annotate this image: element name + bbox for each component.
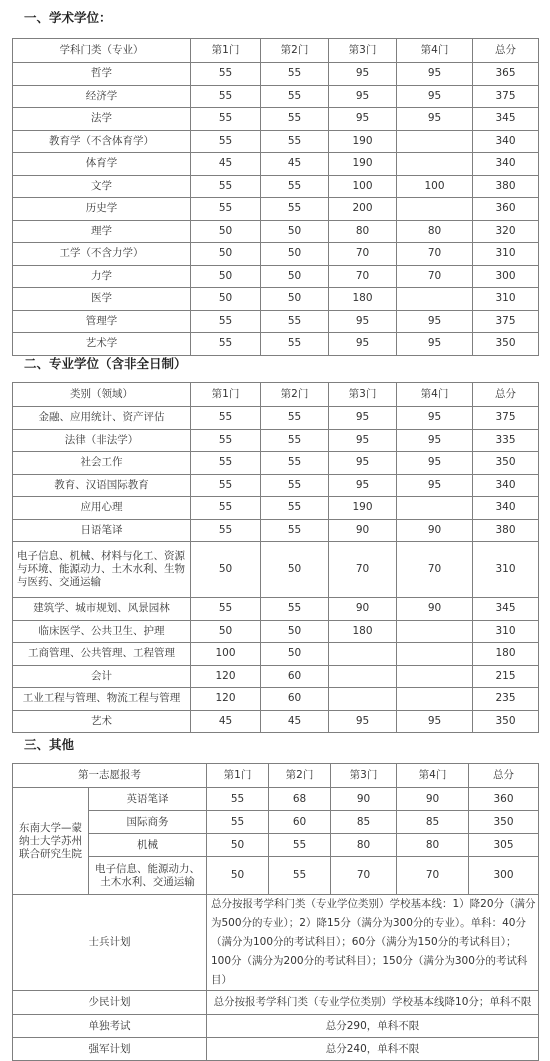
row-score [397, 643, 473, 666]
row-score: 100 [329, 175, 397, 198]
row-total: 365 [473, 63, 539, 86]
row-score: 50 [191, 620, 261, 643]
table-row [13, 857, 539, 895]
row-score: 120 [191, 688, 261, 711]
row-category: 英语笔译 [89, 788, 207, 811]
professional-degree-table [12, 382, 539, 733]
row-score: 90 [329, 519, 397, 542]
row-category: 艺术 [13, 710, 191, 733]
row-total: 300 [473, 265, 539, 288]
header-cell: 第3门 [329, 383, 397, 407]
table-row [13, 643, 539, 666]
row-score: 55 [191, 63, 261, 86]
row-total: 310 [473, 542, 539, 598]
row-score: 70 [331, 857, 397, 895]
row-category: 工商管理、公共管理、工程管理 [13, 643, 191, 666]
row-score: 50 [191, 542, 261, 598]
row-score: 120 [191, 665, 261, 688]
row-score: 70 [329, 243, 397, 266]
table-row [13, 108, 539, 131]
row-score: 80 [329, 220, 397, 243]
header-cell: 第1门 [191, 39, 261, 63]
row-score: 55 [191, 452, 261, 475]
row-score: 70 [329, 265, 397, 288]
table-row [13, 220, 539, 243]
row-total: 310 [473, 243, 539, 266]
row-score: 190 [329, 497, 397, 520]
row-score: 85 [331, 811, 397, 834]
row-score: 60 [269, 811, 331, 834]
row-category: 经济学 [13, 85, 191, 108]
row-score: 55 [261, 333, 329, 356]
row-score: 95 [329, 63, 397, 86]
row-score: 55 [261, 175, 329, 198]
row-score: 80 [331, 834, 397, 857]
row-score: 70 [397, 265, 473, 288]
row-total: 335 [473, 429, 539, 452]
row-score: 55 [207, 811, 269, 834]
table-row [13, 130, 539, 153]
row-score: 190 [329, 153, 397, 176]
row-score: 55 [191, 519, 261, 542]
row-total: 340 [473, 497, 539, 520]
row-total: 305 [469, 834, 539, 857]
row-score: 55 [261, 198, 329, 221]
row-total: 345 [473, 108, 539, 131]
row-category: 力学 [13, 265, 191, 288]
row-score: 90 [331, 788, 397, 811]
row-score: 68 [269, 788, 331, 811]
table-row [13, 834, 539, 857]
row-category: 临床医学、公共卫生、护理 [13, 620, 191, 643]
row-score: 50 [261, 265, 329, 288]
header-cell: 第4门 [397, 39, 473, 63]
row-score: 70 [397, 542, 473, 598]
row-score: 55 [269, 834, 331, 857]
row-score: 50 [261, 643, 329, 666]
row-score: 60 [261, 665, 329, 688]
table-row [13, 310, 539, 333]
row-score: 55 [261, 452, 329, 475]
row-category: 金融、应用统计、资产评估 [13, 407, 191, 430]
table-row [13, 198, 539, 221]
note-label: 士兵计划 [13, 895, 207, 991]
row-score: 55 [261, 519, 329, 542]
row-score: 55 [191, 130, 261, 153]
row-category: 工业工程与管理、物流工程与管理 [13, 688, 191, 711]
row-total: 180 [473, 643, 539, 666]
row-score: 95 [397, 710, 473, 733]
note-text: 总分240，单科不限 [207, 1038, 539, 1061]
row-category: 工学（不含力学） [13, 243, 191, 266]
row-score: 70 [329, 542, 397, 598]
row-total: 360 [469, 788, 539, 811]
row-score: 100 [191, 643, 261, 666]
header-cell: 第4门 [397, 383, 473, 407]
note-label: 少民计划 [13, 991, 207, 1015]
row-score: 55 [261, 63, 329, 86]
row-score: 50 [207, 857, 269, 895]
row-category: 电子信息、机械、材料与化工、资源与环境、能源动力、土木水利、生物与医药、交通运输 [13, 542, 191, 598]
note-row [13, 1015, 539, 1038]
row-score: 180 [329, 620, 397, 643]
row-category: 文学 [13, 175, 191, 198]
table-row [13, 598, 539, 621]
row-category: 体育学 [13, 153, 191, 176]
row-score [329, 688, 397, 711]
table-header-row [13, 39, 539, 63]
row-category: 机械 [89, 834, 207, 857]
row-category: 建筑学、城市规划、风景园林 [13, 598, 191, 621]
row-score: 50 [191, 220, 261, 243]
row-score: 55 [261, 407, 329, 430]
row-score: 45 [261, 153, 329, 176]
row-category: 电子信息、能源动力、土木水利、交通运输 [89, 857, 207, 895]
row-score: 190 [329, 130, 397, 153]
row-score: 55 [191, 497, 261, 520]
row-category: 法学 [13, 108, 191, 131]
row-score: 55 [261, 310, 329, 333]
row-score [397, 198, 473, 221]
header-category: 类别（领域） [13, 383, 191, 407]
table-header-row [13, 764, 539, 788]
table-row [13, 474, 539, 497]
row-total: 380 [473, 175, 539, 198]
header-category: 学科门类（专业） [13, 39, 191, 63]
row-total: 350 [473, 333, 539, 356]
row-score: 55 [261, 598, 329, 621]
row-score: 95 [397, 407, 473, 430]
row-score: 50 [261, 288, 329, 311]
table-row [13, 452, 539, 475]
row-score: 90 [397, 788, 469, 811]
row-category: 艺术学 [13, 333, 191, 356]
note-row [13, 991, 539, 1015]
row-score: 55 [191, 85, 261, 108]
row-category: 历史学 [13, 198, 191, 221]
header-cell: 第2门 [269, 764, 331, 788]
row-total: 340 [473, 474, 539, 497]
row-total: 375 [473, 310, 539, 333]
row-total: 340 [473, 130, 539, 153]
row-score: 55 [191, 598, 261, 621]
row-score: 200 [329, 198, 397, 221]
row-total: 320 [473, 220, 539, 243]
row-score: 50 [207, 834, 269, 857]
row-score: 95 [329, 710, 397, 733]
row-total: 345 [473, 598, 539, 621]
row-score: 70 [397, 857, 469, 895]
header-cell: 第3门 [331, 764, 397, 788]
row-score: 95 [329, 85, 397, 108]
row-category: 社会工作 [13, 452, 191, 475]
row-score: 55 [191, 474, 261, 497]
row-score: 55 [261, 474, 329, 497]
row-score: 55 [261, 85, 329, 108]
row-score: 80 [397, 834, 469, 857]
row-score: 95 [329, 407, 397, 430]
row-score: 95 [397, 452, 473, 475]
row-score [397, 620, 473, 643]
row-score: 50 [261, 243, 329, 266]
table-row [13, 710, 539, 733]
row-score: 70 [397, 243, 473, 266]
row-score [397, 665, 473, 688]
row-score [397, 153, 473, 176]
header-cell: 第3门 [329, 39, 397, 63]
table-row [13, 153, 539, 176]
row-score: 95 [329, 108, 397, 131]
section-title-academic: 一、学术学位： [24, 10, 112, 25]
row-total: 215 [473, 665, 539, 688]
table-row [13, 243, 539, 266]
other-programs-table [12, 763, 539, 1061]
row-total: 310 [473, 288, 539, 311]
table-row [13, 811, 539, 834]
row-score: 55 [191, 310, 261, 333]
row-total: 350 [473, 452, 539, 475]
row-score: 100 [397, 175, 473, 198]
table-row [13, 288, 539, 311]
row-score: 55 [269, 857, 331, 895]
note-text: 总分按报考学科门类（专业学位类别）学校基本线降10分；单科不限 [207, 991, 539, 1015]
row-category: 日语笔译 [13, 519, 191, 542]
row-score: 95 [397, 474, 473, 497]
row-score: 55 [261, 130, 329, 153]
note-text: 总分290，单科不限 [207, 1015, 539, 1038]
row-category: 应用心理 [13, 497, 191, 520]
note-label: 单独考试 [13, 1015, 207, 1038]
table-row [13, 688, 539, 711]
row-score: 55 [261, 108, 329, 131]
table-header-row [13, 383, 539, 407]
table-row [13, 407, 539, 430]
row-category: 哲学 [13, 63, 191, 86]
row-category: 法律（非法学） [13, 429, 191, 452]
row-score: 55 [191, 198, 261, 221]
row-score: 95 [329, 474, 397, 497]
row-score: 55 [207, 788, 269, 811]
row-score: 90 [397, 598, 473, 621]
note-label: 强军计划 [13, 1038, 207, 1061]
table-row [13, 175, 539, 198]
note-row [13, 1038, 539, 1061]
header-cell: 第2门 [261, 39, 329, 63]
academic-degree-table [12, 38, 539, 356]
table-row [13, 429, 539, 452]
row-score: 95 [397, 333, 473, 356]
row-score: 45 [261, 710, 329, 733]
row-score: 50 [261, 542, 329, 598]
row-score: 50 [261, 620, 329, 643]
row-score: 45 [191, 710, 261, 733]
row-score: 95 [329, 310, 397, 333]
row-total: 235 [473, 688, 539, 711]
header-cell: 总分 [473, 383, 539, 407]
table-row [13, 265, 539, 288]
row-score: 55 [191, 333, 261, 356]
note-row [13, 895, 539, 991]
row-score [329, 643, 397, 666]
row-score: 50 [261, 220, 329, 243]
row-score: 85 [397, 811, 469, 834]
header-category: 第一志愿报考 [13, 764, 207, 788]
table-row [13, 519, 539, 542]
row-score: 50 [191, 265, 261, 288]
row-total: 350 [473, 710, 539, 733]
row-score: 90 [397, 519, 473, 542]
row-category: 医学 [13, 288, 191, 311]
row-category: 国际商务 [89, 811, 207, 834]
table-row [13, 497, 539, 520]
table-row [13, 542, 539, 598]
header-cell: 第1门 [207, 764, 269, 788]
row-score: 55 [191, 108, 261, 131]
row-category: 会计 [13, 665, 191, 688]
header-cell: 第2门 [261, 383, 329, 407]
row-score: 95 [397, 310, 473, 333]
row-score: 55 [261, 429, 329, 452]
row-score: 50 [191, 243, 261, 266]
row-total: 375 [473, 85, 539, 108]
row-score [397, 688, 473, 711]
row-score [397, 130, 473, 153]
row-total: 300 [469, 857, 539, 895]
row-score: 95 [329, 429, 397, 452]
table-row [13, 333, 539, 356]
table-row [13, 665, 539, 688]
table-row [13, 788, 539, 811]
joint-school-label: 东南大学—蒙纳士大学苏州联合研究生院 [13, 788, 89, 895]
header-cell: 第4门 [397, 764, 469, 788]
row-score: 50 [191, 288, 261, 311]
row-score: 95 [397, 108, 473, 131]
section-title-professional: 二、专业学位（含非全日制） [24, 356, 187, 371]
row-score: 55 [191, 175, 261, 198]
header-cell: 第1门 [191, 383, 261, 407]
row-total: 350 [469, 811, 539, 834]
row-total: 360 [473, 198, 539, 221]
row-score: 55 [191, 407, 261, 430]
row-score: 95 [397, 63, 473, 86]
row-category: 管理学 [13, 310, 191, 333]
row-total: 380 [473, 519, 539, 542]
section-title-other: 三、其他 [24, 737, 75, 752]
table-row [13, 85, 539, 108]
row-total: 310 [473, 620, 539, 643]
row-score: 90 [329, 598, 397, 621]
row-score: 95 [329, 333, 397, 356]
row-score [397, 497, 473, 520]
row-score: 45 [191, 153, 261, 176]
row-score: 80 [397, 220, 473, 243]
row-category: 教育学（不含体育学） [13, 130, 191, 153]
row-score: 60 [261, 688, 329, 711]
table-row [13, 620, 539, 643]
row-total: 375 [473, 407, 539, 430]
row-score: 95 [329, 452, 397, 475]
row-score [329, 665, 397, 688]
row-category: 教育、汉语国际教育 [13, 474, 191, 497]
row-total: 340 [473, 153, 539, 176]
note-text: 总分按报考学科门类（专业学位类别）学校基本线：1）降20分（满分为500分的专业）；2）降15分（满分为300分的专业）。单科：40分（满分为100分的考试科目）；60分（满分为150分的考试科目）；100分（满分为200分的考试科目）；150分（满分为300分的考试科目） [207, 895, 539, 991]
header-cell: 总分 [469, 764, 539, 788]
row-score [397, 288, 473, 311]
row-score: 55 [191, 429, 261, 452]
header-cell: 总分 [473, 39, 539, 63]
row-score: 180 [329, 288, 397, 311]
row-score: 95 [397, 85, 473, 108]
row-score: 55 [261, 497, 329, 520]
table-row [13, 63, 539, 86]
row-category: 理学 [13, 220, 191, 243]
row-score: 95 [397, 429, 473, 452]
